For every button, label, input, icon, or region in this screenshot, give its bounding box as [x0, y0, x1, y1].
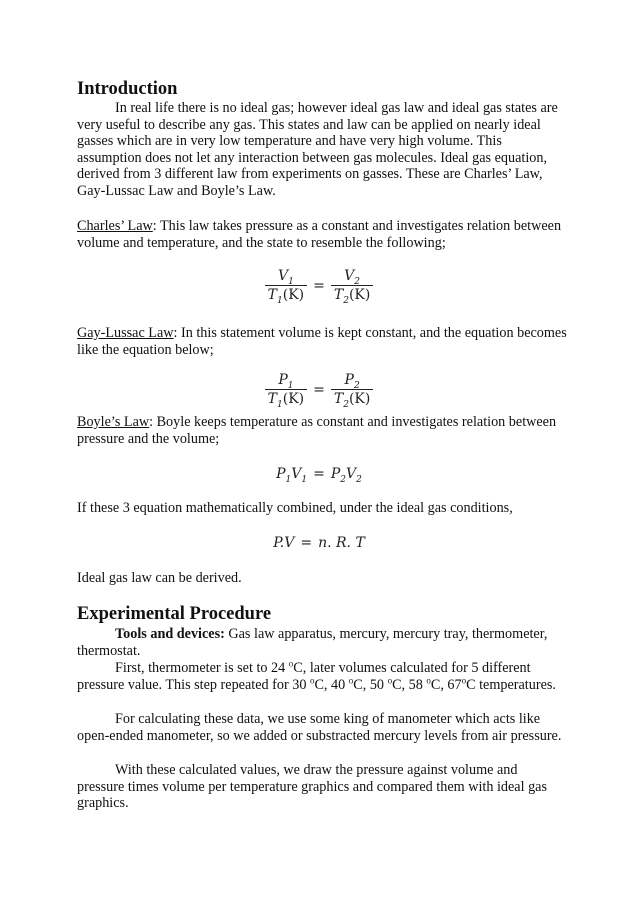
- combined-paragraph: If these 3 equation mathematically combined, under the ideal gas conditions,: [77, 500, 513, 516]
- introduction-paragraph: In real life there is no ideal gas; however ideal gas law and ideal gas states are very useful to describe any gas. This states and law can be applied on nearly ideal gasses which are in very low temperature and have very high volume. This assumption does not let any interaction between gas molecules. Ideal gas equation, derived from 3 different law from experiments on gasses. These are Charles’ Law, Gay-Lussac Law and Boyle’s Law.: [77, 100, 558, 199]
- gay-lussac-equation: $\frac{P_1}{T_1(K)}$ = $\frac{P_2}{T_2(K)}$: [0, 372, 638, 407]
- procedure-paragraph-3: With these calculated values, we draw the pressure against volume and pressure times volume per temperature graphics and compared them with ideal gas graphics.: [77, 762, 547, 812]
- charles-law-text: : This law takes pressure as a constant and investigates relation between volume and temperature, and the state to resemble the following;: [77, 218, 562, 251]
- introduction-heading: Introduction: [77, 79, 178, 99]
- charles-law-equation: $\frac{V_1}{T_1(K)}$ = $\frac{V_2}{T_2(K)}$: [0, 268, 638, 303]
- derived-sentence: Ideal gas law can be derived.: [77, 570, 242, 586]
- boyle-law-text: : Boyle keeps temperature as constant and investigates relation between pressure and the volume;: [77, 414, 557, 447]
- procedure-paragraph-2: For calculating these data, we use some king of manometer which acts like open-ended manometer, so we added or substracted mercury levels from air pressure.: [77, 711, 562, 744]
- charles-law-term: Charles’ Law: [77, 218, 153, 234]
- gay-lussac-term: Gay-Lussac Law: [77, 325, 174, 341]
- charles-law-paragraph: [77, 218, 567, 251]
- ideal-gas-equation: P.V = n. R. T: [273, 535, 365, 551]
- boyle-law-equation: $P_1V_1 = P_2V_2$: [276, 466, 362, 485]
- gay-right-fraction: $\frac{P_2}{T_2(K)}$: [331, 372, 373, 407]
- procedure-heading: Experimental Procedure: [77, 604, 272, 624]
- boyle-law-term: Boyle’s Law: [77, 414, 150, 430]
- charles-left-fraction: $\frac{V_1}{T_1(K)}$: [265, 268, 307, 303]
- tools-label: Tools and devices:: [115, 626, 225, 642]
- procedure-paragraph-1: First, thermometer is set to 24 $^o$C, later volumes calculated for 5 different pressure value. This step repeated for 30 $^o$C, 40 $^o$C, 50 $^o$C, 58 $^o$C, 67$^o$C temperatures.: [77, 658, 556, 693]
- gay-lussac-text: : In this statement volume is kept constant, and the equation becomes like the equation below;: [77, 325, 567, 358]
- gay-left-fraction: $\frac{P_1}{T_1(K)}$: [265, 372, 307, 407]
- boyle-law-paragraph: [77, 414, 567, 447]
- tools-paragraph: [77, 626, 567, 659]
- tools-text: Gas law apparatus, mercury, mercury tray, thermometer, thermostat.: [77, 626, 548, 659]
- gay-lussac-paragraph: [77, 325, 567, 358]
- charles-right-fraction: $\frac{V_2}{T_2(K)}$: [331, 268, 373, 303]
